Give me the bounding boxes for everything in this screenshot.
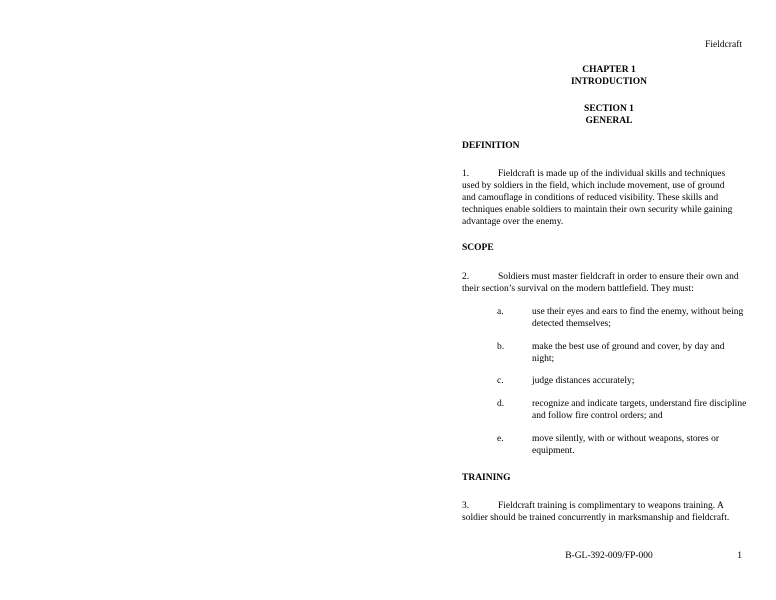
paragraph-text: Fieldcraft is made up of the individual skills and techniques used by soldiers in the field, which include movement, use of ground and camouflage in conditions of reduced visibility. These skills and techniques enable soldiers to maintain their own security while gaining advantage over the enemy. (462, 169, 733, 227)
document-code: B-GL-392-009/FP-000 (565, 551, 653, 561)
paragraph-number: 3. (462, 501, 470, 511)
list-item-text: make the best use of ground and cover, by day and night; (532, 342, 725, 364)
paragraph-text: Soldiers must master fieldcraft in order to ensure their own and their section’s survival on the modern battlefield. They must: (462, 272, 739, 294)
page-number: 1 (737, 551, 742, 561)
list-item-text: judge distances accurately; (532, 376, 635, 386)
chapter-heading (462, 64, 756, 88)
list-item-text: use their eyes and ears to find the enemy, without being detected themselves; (532, 307, 744, 329)
list-item (497, 341, 747, 365)
list-item (497, 306, 747, 330)
list-item (497, 398, 747, 422)
section-title: GENERAL (585, 116, 633, 126)
chapter-number: CHAPTER 1 (582, 65, 636, 75)
definition-heading: DEFINITION (462, 141, 520, 151)
running-header: Fieldcraft (705, 40, 742, 50)
list-item-letter: d. (497, 399, 505, 409)
chapter-title: INTRODUCTION (570, 77, 647, 87)
training-paragraph (462, 500, 740, 524)
training-heading: TRAINING (462, 473, 511, 483)
paragraph-number: 1. (462, 169, 470, 179)
list-item-letter: c. (497, 376, 504, 386)
scope-heading: SCOPE (462, 243, 494, 253)
list-item-letter: b. (497, 342, 505, 352)
list-item-letter: e. (497, 434, 504, 444)
scope-paragraph (462, 271, 740, 295)
list-item (497, 433, 747, 457)
list-item (497, 375, 747, 387)
list-item-text: move silently, with or without weapons, stores or equipment. (532, 434, 719, 456)
list-item-letter: a. (497, 307, 504, 317)
paragraph-text: Fieldcraft training is complimentary to weapons training. A soldier should be trained concurrently in marksmanship and fieldcraft. (462, 501, 730, 523)
section-heading (462, 103, 756, 127)
definition-paragraph (462, 168, 740, 228)
section-number: SECTION 1 (584, 104, 634, 114)
list-item-text: recognize and indicate targets, understand fire discipline and follow fire control orders; and (532, 399, 747, 421)
paragraph-number: 2. (462, 272, 470, 282)
